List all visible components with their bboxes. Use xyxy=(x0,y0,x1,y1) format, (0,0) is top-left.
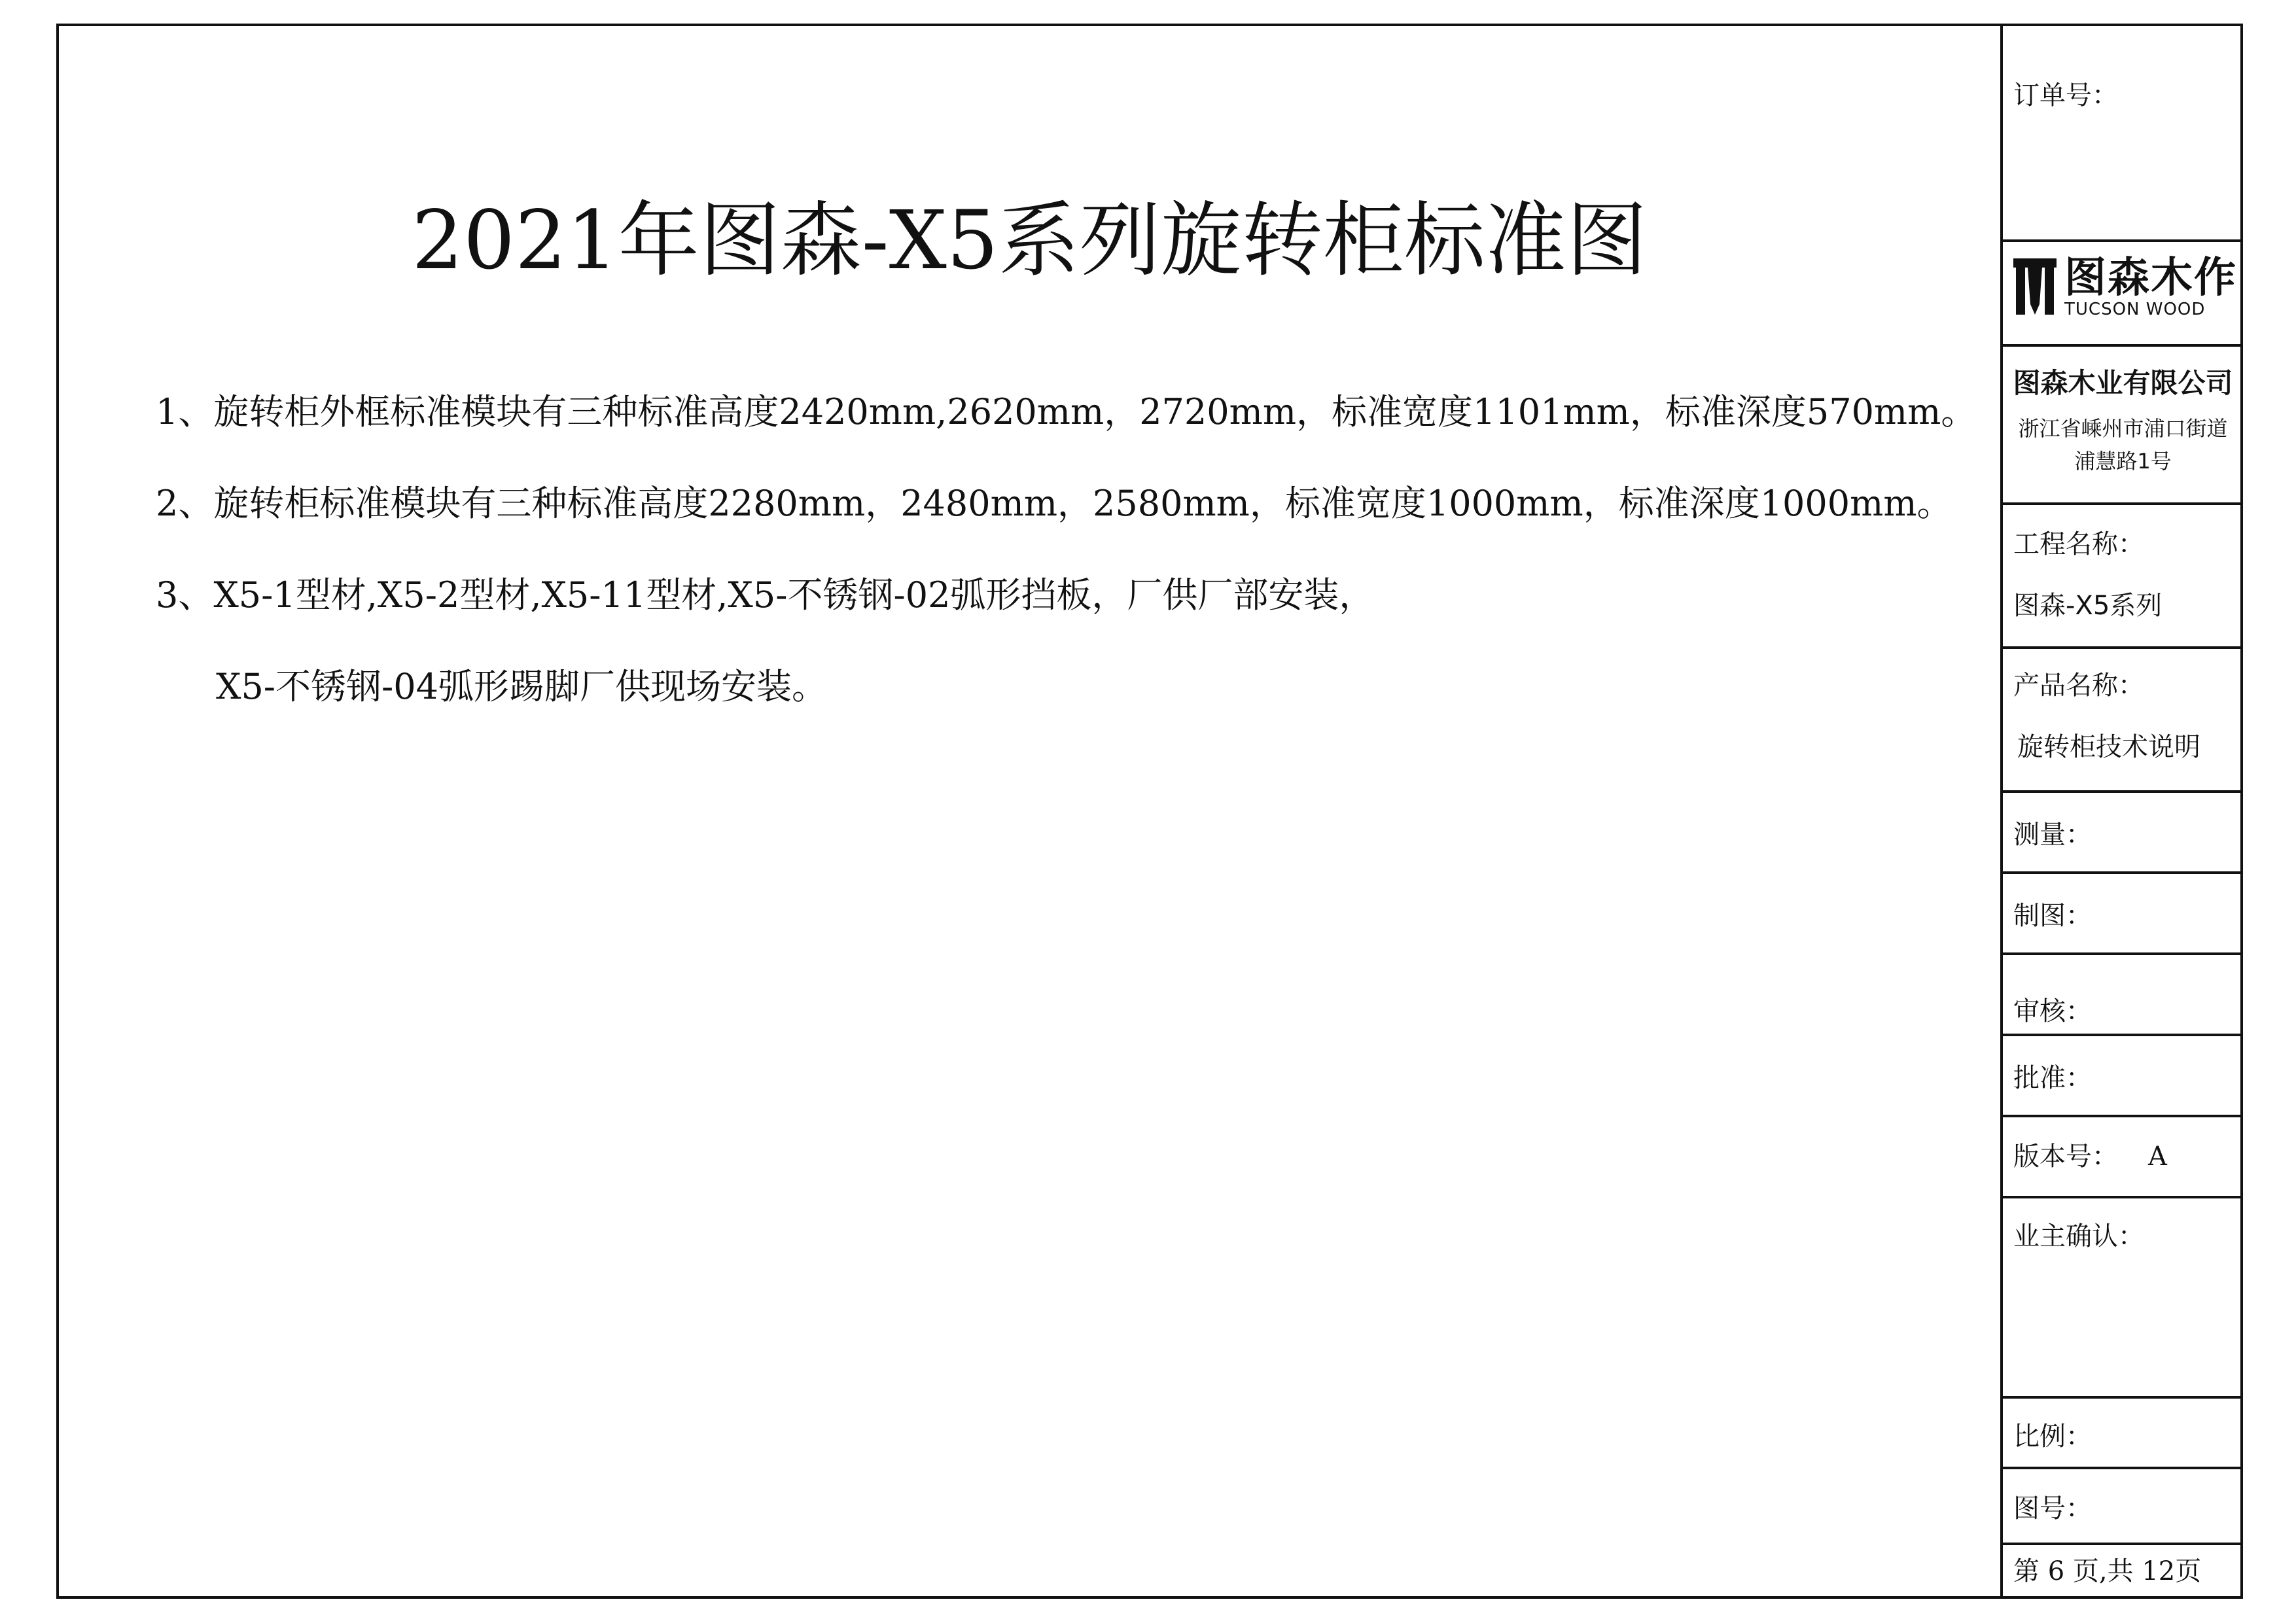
drawing-number-cell xyxy=(2003,1469,2243,1545)
order-number-label: 订单号： xyxy=(2013,80,2118,111)
project-name-label: 工程名称： xyxy=(2013,529,2144,559)
company-cell xyxy=(2003,347,2243,505)
order-number-cell xyxy=(2003,26,2243,242)
version-label: 版本号： xyxy=(2013,1142,2118,1172)
company-name: 图森木业有限公司 xyxy=(2013,367,2233,399)
scale-cell xyxy=(2003,1399,2243,1469)
company-address-line2: 浦慧路1号 xyxy=(2074,449,2172,474)
logo-cell xyxy=(2003,242,2243,347)
company-logo xyxy=(2013,256,2237,319)
notes-list xyxy=(156,366,1975,733)
version-value: A xyxy=(2148,1142,2167,1172)
note-item-continued: X5-不锈钢-04弧形踢脚厂供现场安装。 xyxy=(216,666,828,707)
product-name-cell xyxy=(2003,649,2243,793)
logo-english-text: TUCSON WOOD xyxy=(2064,300,2206,319)
tucson-logo-icon xyxy=(2013,258,2057,317)
owner-confirm-cell xyxy=(2003,1198,2243,1399)
owner-confirm-label: 业主确认： xyxy=(2013,1221,2144,1251)
product-name-label: 产品名称： xyxy=(2013,671,2144,701)
drawing-number-label: 图号： xyxy=(2013,1493,2092,1524)
company-address-line1: 浙江省嵊州市浦口街道 xyxy=(2018,416,2228,441)
page-number-cell xyxy=(2003,1545,2243,1596)
version-cell xyxy=(2003,1117,2243,1198)
page-number-text: 第 6 页,共 12页 xyxy=(2013,1556,2202,1586)
note-item: 2、旋转柜标准模块有三种标准高度2280mm，2480mm，2580mm，标准宽度1000mm，标准深度1000mm。 xyxy=(156,483,1952,524)
product-name-value: 旋转柜技术说明 xyxy=(2017,732,2200,762)
logo-chinese-text: 图森木作 xyxy=(2064,254,2237,302)
title-block xyxy=(2003,26,2243,1596)
project-name-cell xyxy=(2003,505,2243,649)
drawing-sheet xyxy=(56,24,2243,1599)
scale-label: 比例： xyxy=(2013,1422,2092,1452)
drawing-area xyxy=(59,26,2003,1596)
drawn-by-cell xyxy=(2003,874,2243,955)
measure-cell xyxy=(2003,793,2243,874)
project-name-value: 图森-X5系列 xyxy=(2013,591,2163,621)
approve-label: 批准： xyxy=(2013,1063,2092,1093)
approve-cell xyxy=(2003,1036,2243,1117)
review-cell xyxy=(2003,955,2243,1036)
drawn-by-label: 制图： xyxy=(2013,901,2092,931)
review-label: 审核： xyxy=(2013,996,2092,1026)
note-item: 3、X5-1型材,X5-2型材,X5-11型材,X5-不锈钢-02弧形挡板，厂供厂部安装， xyxy=(156,574,1375,616)
drawing-title: 2021年图森-X5系列旋转柜标准图 xyxy=(412,194,1648,288)
measure-label: 测量： xyxy=(2013,820,2092,850)
note-item: 1、旋转柜外框标准模块有三种标准高度2420mm,2620mm，2720mm，标准宽度1101mm，标准深度570mm。 xyxy=(156,391,1977,432)
